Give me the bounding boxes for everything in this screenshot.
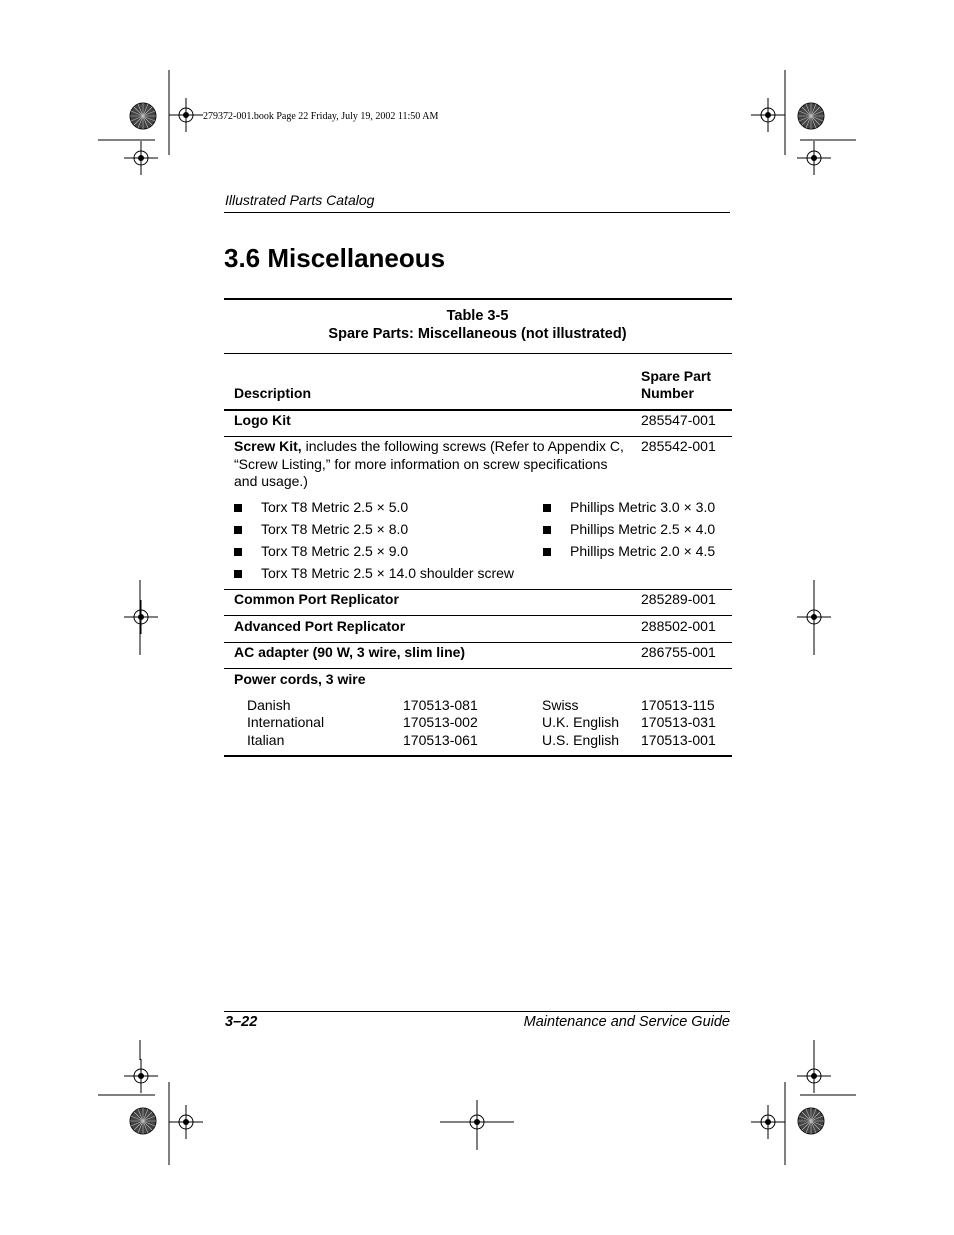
header-bottom-rule bbox=[224, 409, 732, 411]
row-advanced-port-desc: Advanced Port Replicator bbox=[234, 618, 406, 634]
power-cord-country: U.S. English bbox=[542, 732, 620, 748]
power-cord-part: 170513-001 bbox=[641, 732, 716, 748]
bullet-icon bbox=[543, 548, 551, 556]
row-ac-adapter-part: 286755-001 bbox=[641, 644, 716, 660]
power-cord-part: 170513-115 bbox=[641, 697, 715, 713]
section-title: 3.6 Miscellaneous bbox=[224, 243, 446, 273]
table-title: Spare Parts: Miscellaneous (not illustrated) bbox=[328, 326, 627, 342]
header-rule bbox=[224, 212, 730, 213]
bullet-icon bbox=[234, 570, 242, 578]
screw-item: Phillips Metric 2.0 × 4.5 bbox=[570, 543, 716, 559]
page-number: 3–22 bbox=[225, 1014, 258, 1030]
screw-item: Torx T8 Metric 2.5 × 14.0 shoulder screw bbox=[261, 565, 515, 581]
power-cord-country: Danish bbox=[247, 697, 291, 713]
row-divider bbox=[224, 642, 732, 643]
table-number: Table 3-5 bbox=[446, 308, 509, 324]
column-header-description: Description bbox=[234, 385, 312, 401]
screw-kit-desc-line2: “Screw Listing,” for more information on screw specifications bbox=[234, 456, 608, 472]
power-cord-country: U.K. English bbox=[542, 714, 620, 730]
footer-rule bbox=[224, 1011, 730, 1012]
power-cord-country: Swiss bbox=[542, 697, 579, 713]
screw-kit-desc-line1: includes the following screws (Refer to Appendix C, bbox=[301, 438, 624, 454]
row-divider bbox=[224, 668, 732, 669]
power-cord-country: Italian bbox=[247, 732, 285, 748]
caption-rule bbox=[224, 353, 732, 354]
power-cord-part: 170513-061 bbox=[403, 732, 478, 748]
row-power-cords-title: Power cords, 3 wire bbox=[234, 671, 366, 687]
column-header-part-line1: Spare Part bbox=[641, 368, 712, 384]
power-cord-part: 170513-081 bbox=[403, 697, 478, 713]
row-logo-kit-part: 285547-001 bbox=[641, 412, 716, 428]
bullet-icon bbox=[543, 504, 551, 512]
power-cord-part: 170513-031 bbox=[641, 714, 716, 730]
bullet-icon bbox=[234, 504, 242, 512]
print-info: 279372-001.book Page 22 Friday, July 19, 2002 11:50 AM bbox=[203, 111, 439, 122]
row-screw-kit-part: 285542-001 bbox=[641, 438, 716, 454]
row-divider bbox=[224, 436, 732, 437]
row-divider bbox=[224, 589, 732, 590]
bullet-icon bbox=[234, 526, 242, 534]
screw-kit-title: Screw Kit, bbox=[234, 438, 302, 454]
row-common-port-desc: Common Port Replicator bbox=[234, 591, 399, 607]
row-common-port-part: 285289-001 bbox=[641, 591, 716, 607]
screw-item: Phillips Metric 2.5 × 4.0 bbox=[570, 521, 716, 537]
running-header: Illustrated Parts Catalog bbox=[225, 192, 375, 208]
column-header-part-line2: Number bbox=[641, 385, 694, 401]
screw-item: Torx T8 Metric 2.5 × 9.0 bbox=[261, 543, 409, 559]
power-cord-country: International bbox=[247, 714, 325, 730]
table-bottom-rule bbox=[224, 755, 732, 757]
screw-item: Phillips Metric 3.0 × 3.0 bbox=[570, 499, 716, 515]
screw-kit-desc-line3: and usage.) bbox=[234, 473, 308, 489]
row-divider bbox=[224, 615, 732, 616]
screw-item: Torx T8 Metric 2.5 × 5.0 bbox=[261, 499, 409, 515]
bullet-icon bbox=[543, 526, 551, 534]
table-top-rule bbox=[224, 298, 732, 300]
bullet-icon bbox=[234, 548, 242, 556]
row-logo-kit-desc: Logo Kit bbox=[234, 412, 291, 428]
row-ac-adapter-desc: AC adapter (90 W, 3 wire, slim line) bbox=[234, 644, 466, 660]
row-screw-kit-line1 bbox=[234, 438, 624, 456]
table-caption bbox=[224, 307, 731, 343]
row-advanced-port-part: 288502-001 bbox=[641, 618, 716, 634]
screw-item: Torx T8 Metric 2.5 × 8.0 bbox=[261, 521, 409, 537]
power-cord-part: 170513-002 bbox=[403, 714, 478, 730]
footer-guide-title: Maintenance and Service Guide bbox=[523, 1014, 730, 1030]
